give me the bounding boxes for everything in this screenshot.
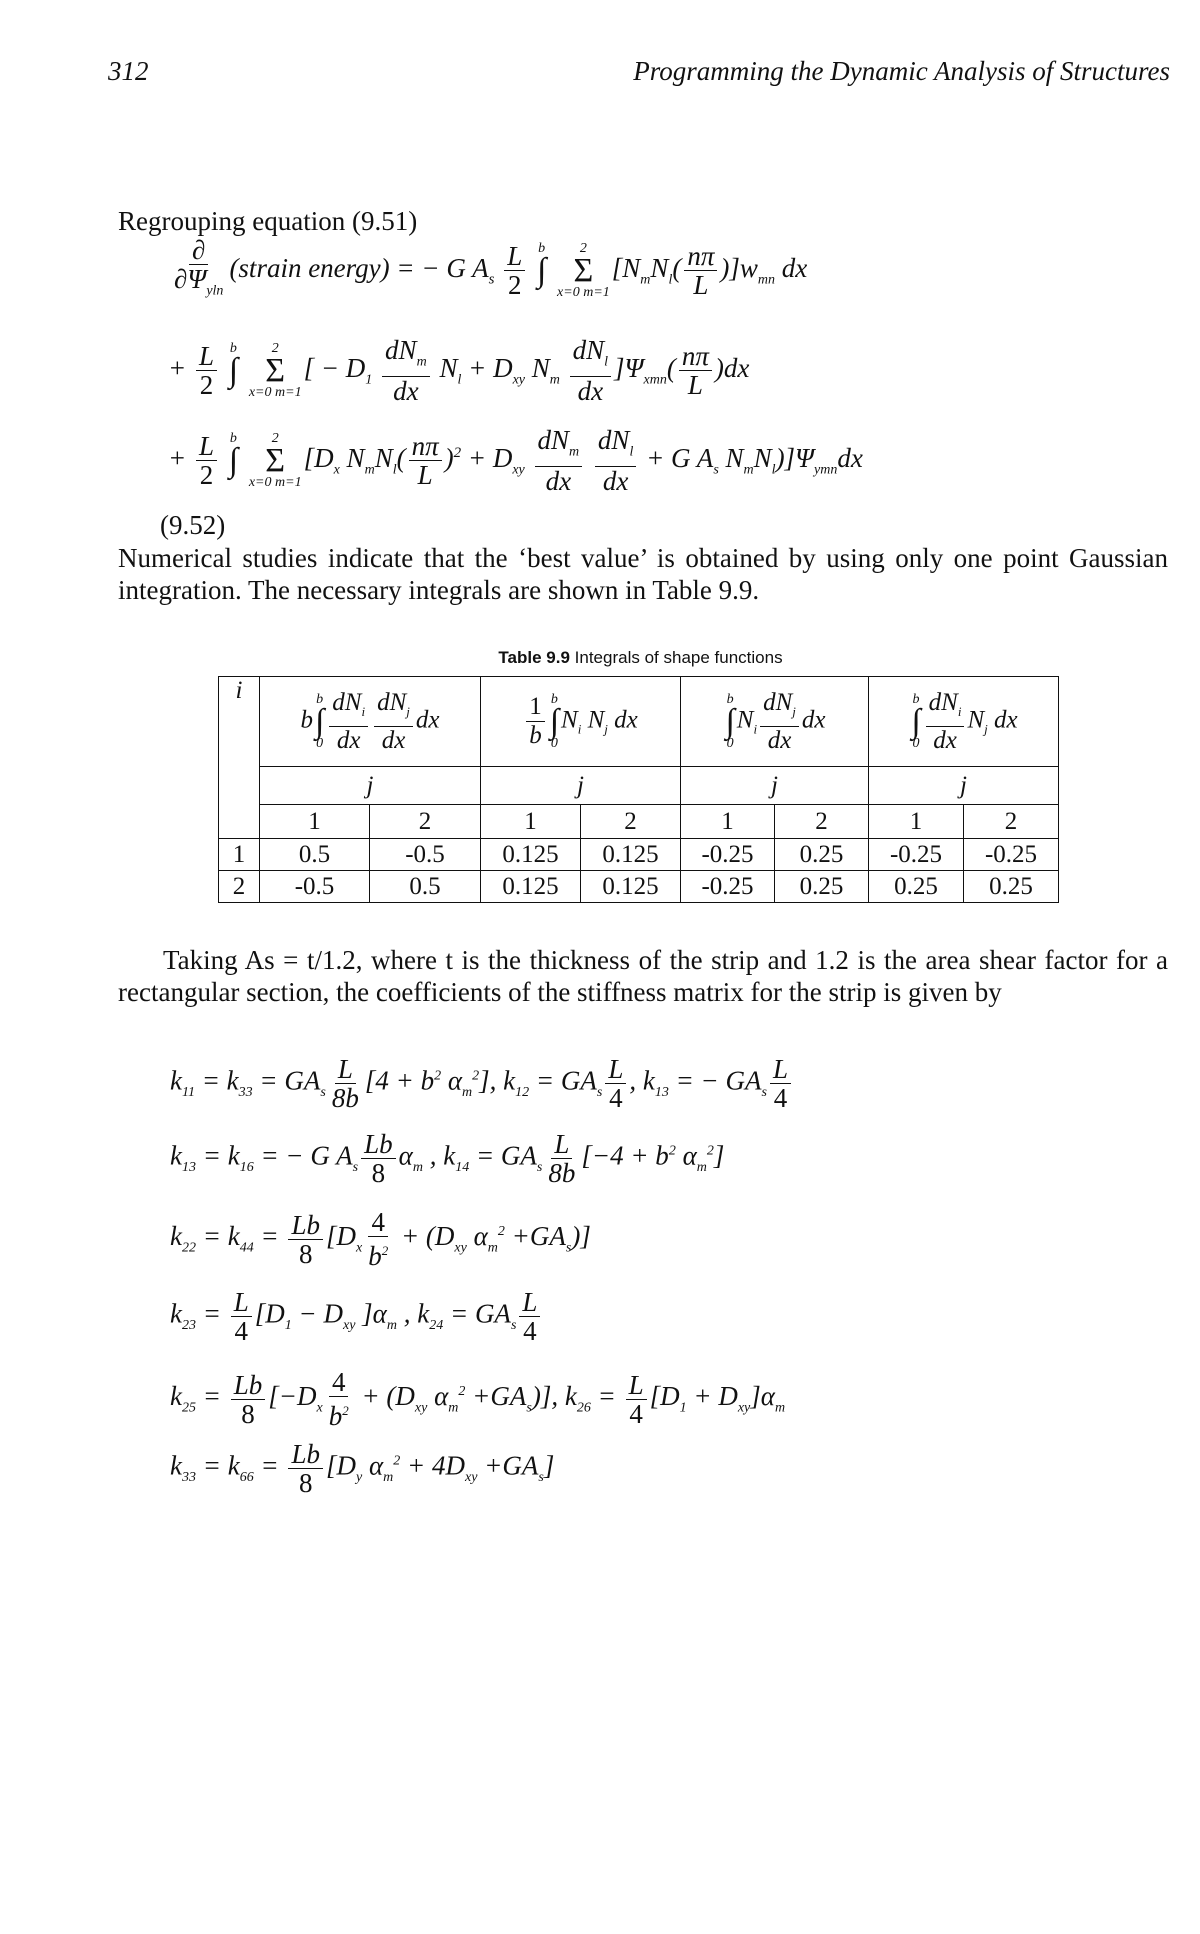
- table-row: [219, 871, 1059, 903]
- table-row: [219, 839, 1059, 871]
- j-label-1: j: [260, 767, 481, 805]
- index-header: i: [219, 677, 260, 839]
- equation-number: (9.52): [160, 510, 226, 540]
- table-caption: [218, 648, 1063, 668]
- j-label-4: j: [869, 767, 1059, 805]
- page-number: 312: [108, 56, 149, 86]
- integral-header-2: $\frac{1}{b}$ b ∫ 0 $N_i$ $N_j$ dx: [481, 677, 681, 767]
- table-cell: -0.5: [370, 839, 481, 871]
- table-header-row: [219, 677, 1059, 767]
- integral-header-1: b b ∫ 0 $\frac{dN_i}{dx}$ $\frac{dN_j}{dx}$ dx: [260, 677, 481, 767]
- stiffness-line-1: $k_{11} = k_{33} = GA_s$ $\frac{L}{8b}$ [$4 + b^2$ $\alpha_m^2$], $k_{12} = GA_s$ $\frac{L}{4}$ , $k_{13}$ = − $GA_s$ $\frac{L}{4}$: [170, 1055, 794, 1112]
- table-cell: -0.25: [681, 839, 775, 871]
- table-cell: 0.125: [581, 871, 681, 903]
- table-cell: 0.25: [775, 839, 869, 871]
- row-index: 1: [219, 839, 260, 871]
- stiffness-line-3: $k_{22} = k_{44}$ = $\frac{Lb}{8}$ [$D_x$ $\frac{4}{b^2}$ + ($D_{xy}$ $\alpha_m^2 +GA_s$)]: [170, 1207, 591, 1271]
- stiffness-line-6: $k_{33} = k_{66}$ = $\frac{Lb}{8}$ [$D_y$ $\alpha_m^2 + 4D_{xy} +GA_s$]: [170, 1439, 555, 1498]
- row-index: 2: [219, 871, 260, 903]
- table-caption-label: Table 9.9: [498, 648, 570, 667]
- j-value: 1: [481, 805, 581, 839]
- stiffness-line-2: $k_{13} = k_{16}$ = − G $A_s$ $\frac{Lb}{8}$ $\alpha_m$ , $k_{14} = GA_s$ $\frac{L}{8b}$ [$-4 + b^2$ $\alpha_m^2$]: [170, 1129, 725, 1188]
- integral-header-3: b ∫ 0 $N_i$ $\frac{dN_j}{dx}$ dx: [681, 677, 869, 767]
- table-cell: 0.5: [370, 871, 481, 903]
- j-value: 1: [260, 805, 370, 839]
- paragraph-taking-as: Taking As = t/1.2, where t is the thickness of the strip and 1.2 is the area shear factor for a rectangular section, the coefficients of the stiffness matrix for the strip is given by: [118, 945, 1168, 1007]
- table-cell: 0.25: [775, 871, 869, 903]
- table-cell: 0.5: [260, 839, 370, 871]
- j-value: 2: [581, 805, 681, 839]
- equation-9-52-line-2: + $\frac{L}{2}$ b ∫ 2 Σ x=0 m=1 [ − $D_1$ $\frac{dN_m}{dx}$ $N_l + D_{xy}$ $N_m$ $\frac{dN_l}{dx}$ ]$\Psi_{xmn}$( $\frac{n\pi}{L}$ )dx: [168, 335, 750, 407]
- equation-9-52-line-1: $\frac{\partial}{\partial\Psi_{yln}}$ (strain energy) = − G $A_s$ $\frac{L}{2}$ b ∫ 2 Σ x=0 m=1 [$N_mN_l$( $\frac{n\pi}{L}$ )]$w_{mn}$ dx: [174, 235, 808, 301]
- table-cell: 0.125: [481, 871, 581, 903]
- table-cell: 0.125: [581, 839, 681, 871]
- integral-header-4: b ∫ 0 $\frac{dN_i}{dx}$ $N_j$ dx: [869, 677, 1059, 767]
- stiffness-line-4: $k_{23}$ = $\frac{L}{4}$ [$D_1 - D_{xy}$ ]$\alpha_m$ , $k_{24} = GA_s$ $\frac{L}{4}$: [170, 1288, 543, 1345]
- j-value: 1: [681, 805, 775, 839]
- table-9-9: [218, 676, 1059, 903]
- j-label-3: j: [681, 767, 869, 805]
- table-cell: 0.25: [869, 871, 964, 903]
- table-cell: -0.25: [869, 839, 964, 871]
- table-cell: 0.25: [964, 871, 1059, 903]
- table-cell: -0.5: [260, 871, 370, 903]
- j-value: 2: [964, 805, 1059, 839]
- table-cell: -0.25: [681, 871, 775, 903]
- table-cell: -0.25: [964, 839, 1059, 871]
- table-j-values-row: [219, 805, 1059, 839]
- j-value: 2: [775, 805, 869, 839]
- equation-9-52-line-3: + $\frac{L}{2}$ b ∫ 2 Σ x=0 m=1 [$D_x$ $N_mN_l$( $\frac{n\pi}{L}$ )$^2 + D_{xy}$ $\frac{dN_m}{dx}$ $\frac{dN_l}{dx}$ + G $A_s$ $N_mN_l)]\Psi_{ymn}dx$: [168, 425, 863, 497]
- table-caption-text: Integrals of shape functions: [574, 648, 783, 667]
- stiffness-line-5: $k_{25}$ = $\frac{Lb}{8}$ [$-D_x$ $\frac{4}{b^2}$ + ($D_{xy}$ $\alpha_m^2 +GA_s$)], $k_{26}$ = $\frac{L}{4}$ $[D_1 + D_{xy}]\alpha_m$: [170, 1367, 786, 1431]
- running-title: Programming the Dynamic Analysis of Structures: [633, 56, 1170, 86]
- j-value: 1: [869, 805, 964, 839]
- paragraph-gaussian: Numerical studies indicate that the ‘best value’ is obtained by using only one point Gaussian integration. The necessary integrals are shown in Table 9.9.: [118, 543, 1168, 605]
- j-value: 2: [370, 805, 481, 839]
- j-label-2: j: [481, 767, 681, 805]
- table-subheader-row: [219, 767, 1059, 805]
- table-cell: 0.125: [481, 839, 581, 871]
- intro-text: Regrouping equation (9.51): [118, 206, 418, 236]
